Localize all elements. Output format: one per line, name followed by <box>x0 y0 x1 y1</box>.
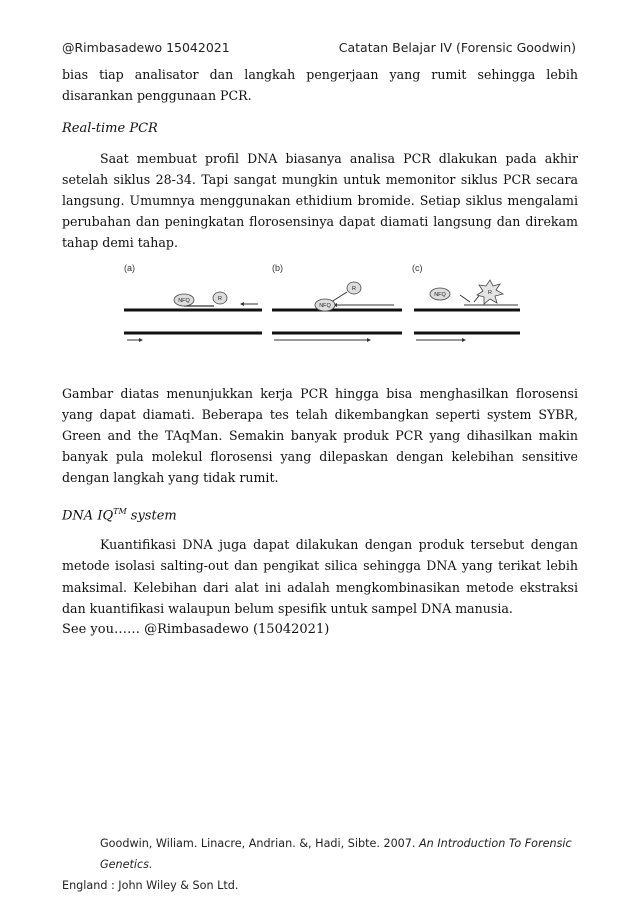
panel-c-primer-arrowhead <box>462 338 466 342</box>
dna-iq-title: DNA IQ <box>62 507 114 523</box>
header-left: @Rimbasadewo 15042021 <box>62 40 230 55</box>
section-heading-dna-iq <box>62 501 578 527</box>
pcr-figure-diagram <box>122 262 522 369</box>
page-content <box>62 64 578 640</box>
dna-iq-title-suffix: system <box>126 507 177 523</box>
reference-authors: Goodwin, Wiliam. Linacre, Andrian. &, Hadi, Sibte. 2007. <box>100 837 420 850</box>
panel-a-extension-arrowhead <box>240 302 244 306</box>
reference-publisher: England : John Wiley & Son Ltd. <box>62 879 239 892</box>
closing-line: See you…… @Rimbasadewo (15042021) <box>62 621 330 637</box>
panel-b-nfq-label: NFQ <box>319 302 331 309</box>
figure-explanation-paragraph: Gambar diatas menunjukkan kerja PCR hingga bisa menghasilkan florosensi yang dapat diamati. Beberapa tes telah dikembangkan seperti system SYBR, Green and the TAqMan. Semakin banyak produk PCR yang dihasilkan makin banyak pula molekul florosensi yang dilepaskan dengan kelebihan sensitive dengan langkah yang tidak rumit. <box>62 385 578 486</box>
panel-c-reporter-label: R <box>488 289 492 296</box>
trademark-superscript: TM <box>113 506 127 516</box>
pcr-figure <box>62 262 578 369</box>
panel-b-label: (b) <box>272 262 283 273</box>
reference-line-1 <box>62 833 582 875</box>
realtime-pcr-paragraph: Saat membuat profil DNA biasanya analisa PCR dlakukan pada akhir setelah siklus 28-34. Tapi sangat mungkin untuk memonitor siklus PCR secara langsung. Umumnya menggunakan ethidium bromide. Setiap siklus mengalami perubahan dan peningkatan florosensinya dapat diamati langsung dan direkam tahap demi tahap. <box>62 150 578 251</box>
dna-iq-paragraph: Kuantifikasi DNA juga dapat dilakukan dengan produk tersebut dengan metode isolasi salting-out dan pengikat silica sehingga DNA yang terikat lebih maksimal. Kelebihan dari alat ini adalah mengkombinasikan metode ekstraksi dan kuantifikasi walaupun belum spesifik untuk sampel DNA manusia. <box>62 537 578 616</box>
panel-b-primer-arrowhead <box>367 338 371 342</box>
header-right: Catatan Belajar IV (Forensic Goodwin) <box>338 40 576 55</box>
panel-c-label: (c) <box>412 262 423 273</box>
panel-a-reporter-label: R <box>218 295 222 302</box>
panel-c-cleavage-mark <box>460 295 470 302</box>
panel-a-label: (a) <box>124 262 135 273</box>
panel-c-nfq-label: NFQ <box>434 291 446 298</box>
panel-a-primer-arrowhead <box>139 338 143 342</box>
reference-title: An Introduction To Forensic Genetics. <box>100 837 572 871</box>
panel-b-reporter-label: R <box>352 285 356 292</box>
section-heading-realtime-pcr: Real-time PCR <box>62 121 158 137</box>
intro-paragraph: bias tiap analisator dan langkah pengerjaan yang rumit sehingga lebih disarankan penggunaan PCR. <box>62 67 578 104</box>
panel-a-nfq-label: NFQ <box>178 297 190 304</box>
reference-footer <box>62 833 582 896</box>
